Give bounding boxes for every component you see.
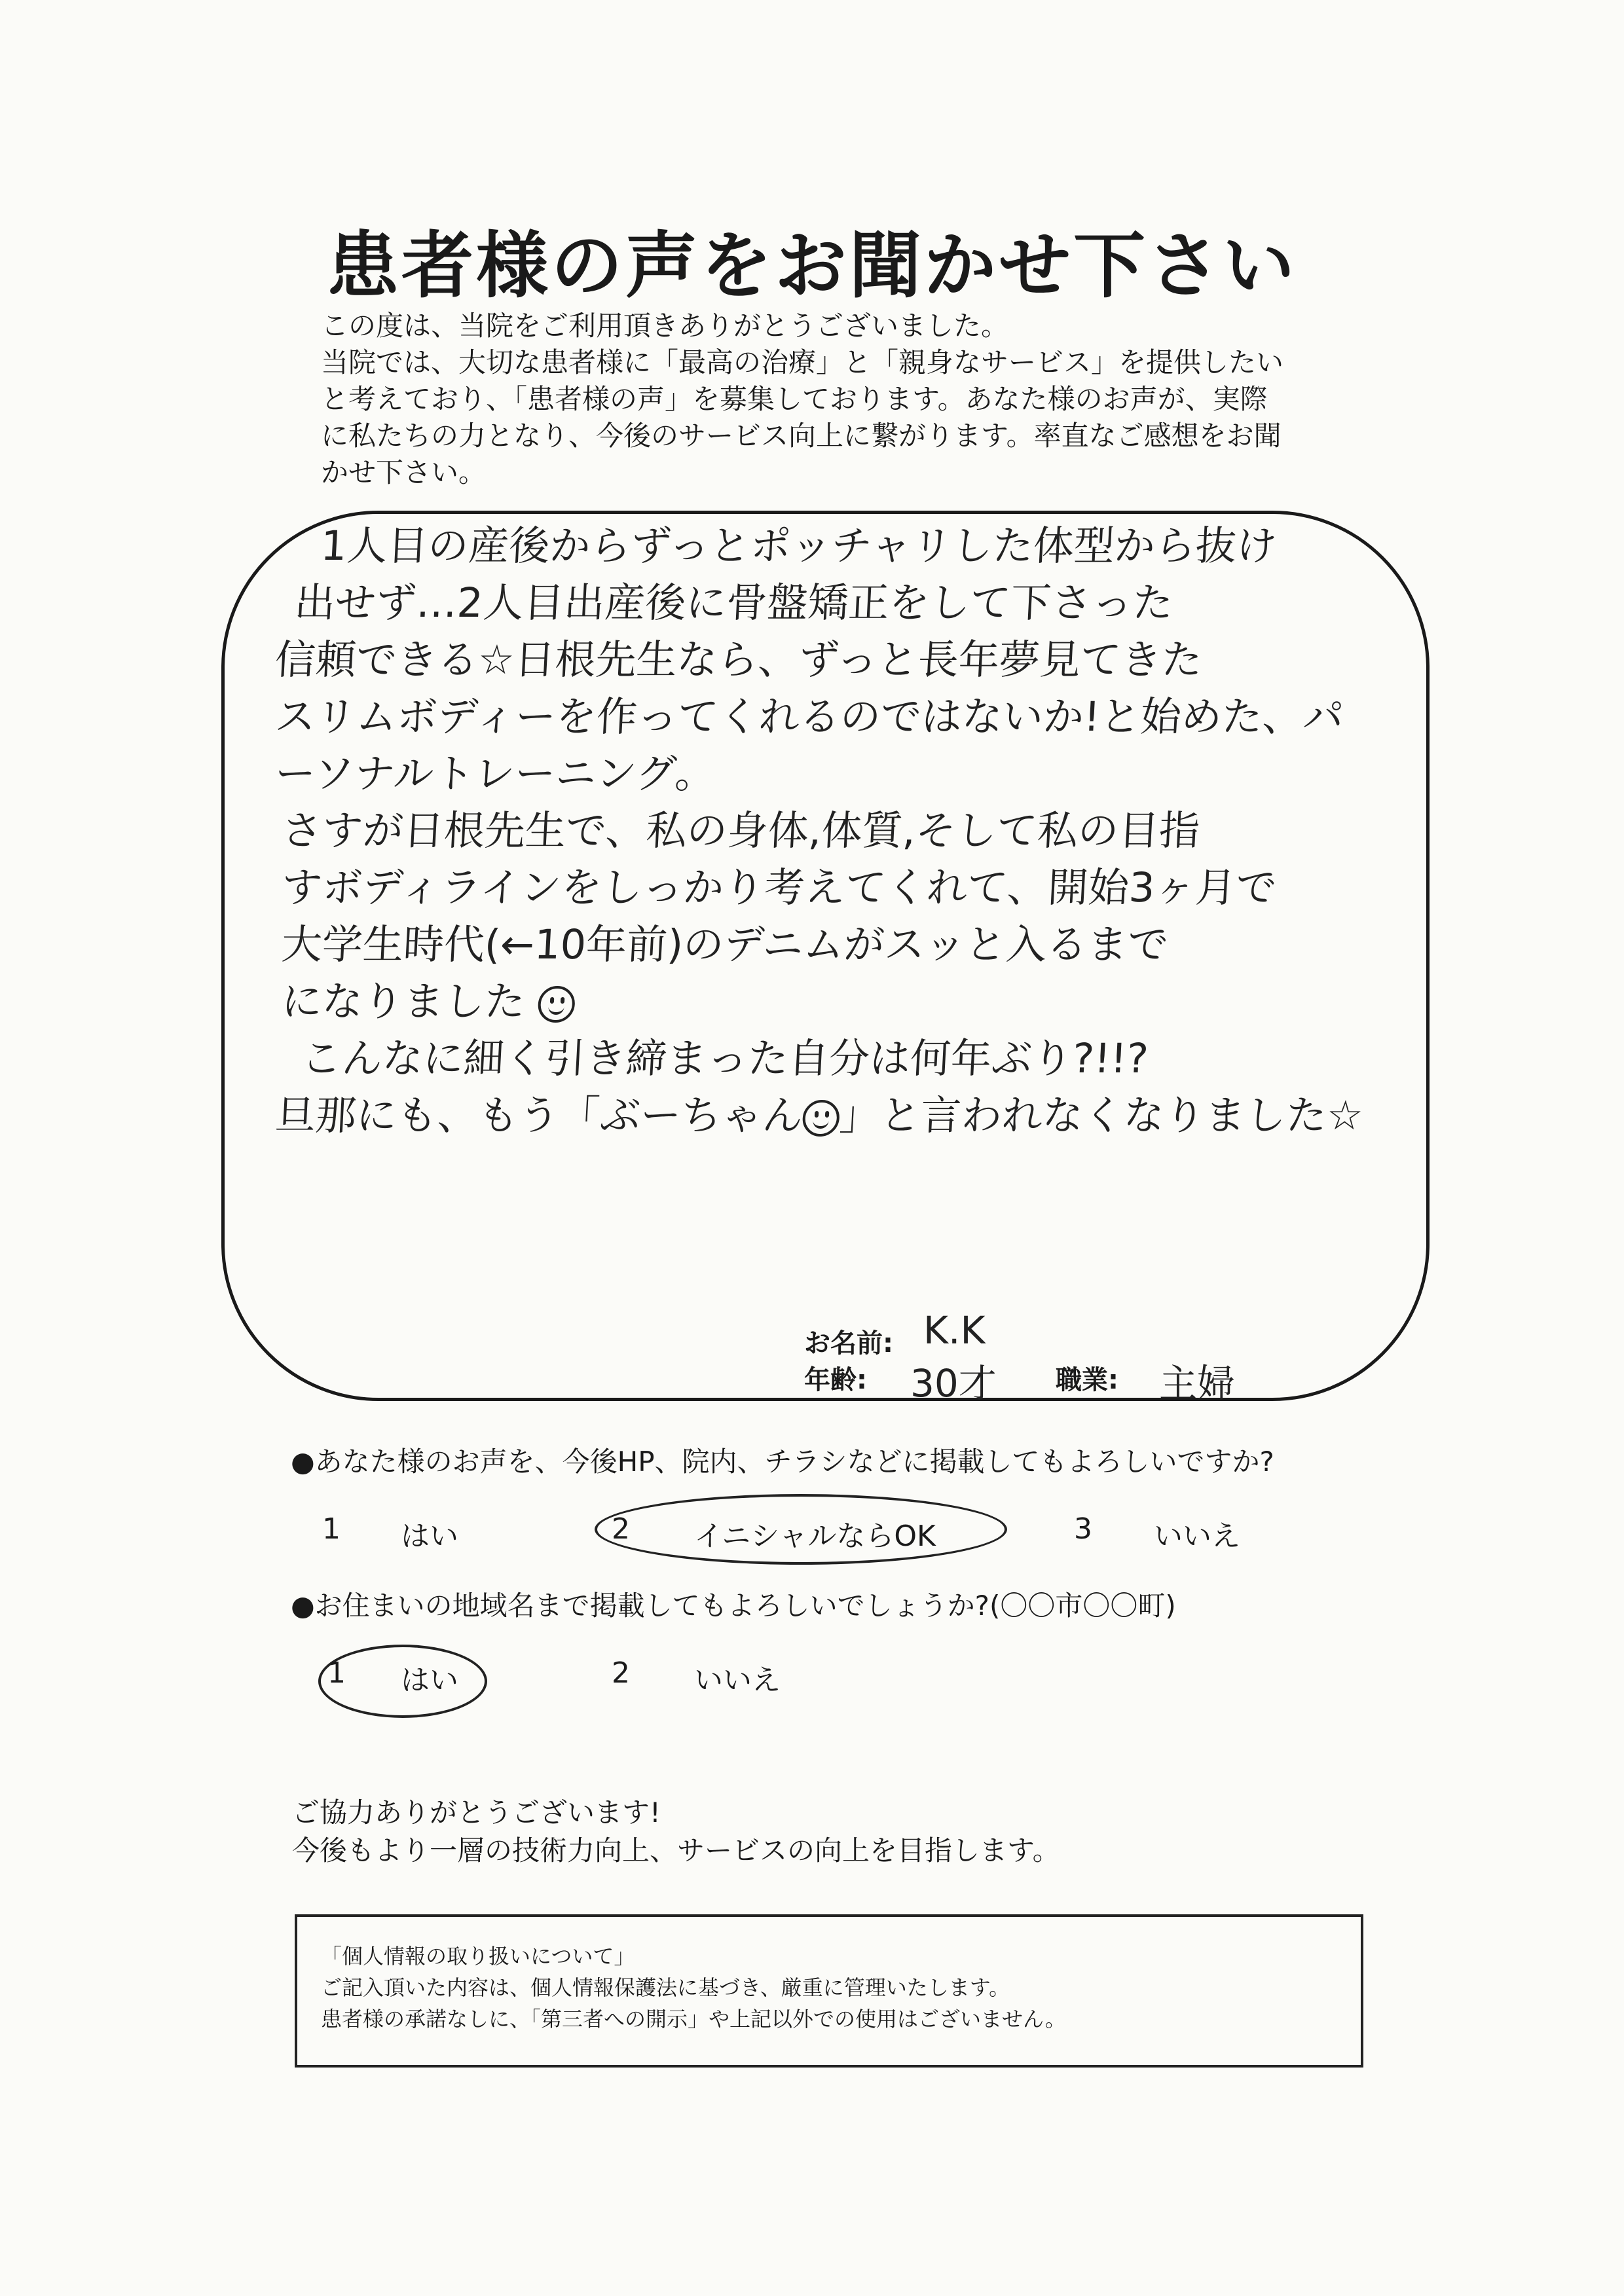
thanks-line: 今後もより一層の技術力向上、サービスの向上を目指します。 — [292, 1834, 1060, 1867]
q2-option-2-num: 2 — [612, 1656, 630, 1690]
q2-option-1-num: 1 — [327, 1656, 346, 1690]
q1-option-1-num: 1 — [322, 1512, 341, 1546]
privacy-notice — [295, 1914, 1363, 2068]
intro-line: この度は、当院をご利用頂きありがとうございました。 — [321, 310, 1009, 342]
thanks-line: ご協力ありがとうございます! — [292, 1796, 661, 1829]
intro-text — [321, 308, 1395, 491]
q2-option-2-label[interactable]: いいえ — [694, 1664, 781, 1697]
comment-line: スリムボディーを作ってくれるのではないか!と始めた、パ — [274, 693, 1345, 740]
comment-line: 信頼できる☆日根先生なら、ずっと長年夢見てきた — [274, 636, 1204, 683]
age-value: 30才 — [910, 1361, 997, 1406]
privacy-line: ご記入頂いた内容は、個人情報保護法に基づき、厳重に管理いたします。 — [321, 1975, 1010, 2000]
question-area: ●お住まいの地域名まで掲載してもよろしいでしょうか?(〇〇市〇〇町) — [291, 1590, 1176, 1622]
intro-line: 当院では、大切な患者様に「最高の治療」と「親身なサービス」を提供したい — [321, 346, 1284, 378]
intro-line: と考えており、「患者様の声」を募集しております。あなた様のお声が、実際 — [321, 383, 1268, 415]
comment-line: 」と言われなくなりました☆ — [838, 1091, 1365, 1139]
comment-line: こんなに細く引き締まった自分は何年ぶり?!!? — [300, 1034, 1150, 1082]
comment-line: 1人目の産後からずっとポッチャリした体型から抜け — [320, 522, 1278, 570]
q1-option-2-label[interactable]: イニシャルならOK — [694, 1520, 936, 1553]
q1-option-3-label[interactable]: いいえ — [1154, 1520, 1240, 1553]
thanks-message — [292, 1794, 1060, 1870]
q1-option-3-num: 3 — [1074, 1512, 1092, 1546]
smiley-icon — [537, 986, 576, 1023]
comment-line: すボディラインをしっかり考えてくれて、開始3ヶ月で — [280, 864, 1278, 911]
q1-option-2-num: 2 — [612, 1512, 630, 1546]
intro-line: かせ下さい。 — [321, 456, 487, 488]
name-label: お名前: — [804, 1328, 893, 1358]
q2-option-1-label[interactable]: はい — [401, 1664, 458, 1697]
page-title: 患者様の声をお聞かせ下さい — [327, 224, 1297, 308]
comment-line: 大学生時代(←10年前)のデニムがスッと入るまで — [280, 920, 1170, 968]
comment-line: ーソナルトレーニング。 — [274, 750, 717, 797]
q1-option-1-label[interactable]: はい — [401, 1520, 458, 1553]
privacy-line: 患者様の承諾なしに、「第三者への開示」や上記以外での使用はございません。 — [321, 2007, 1066, 2032]
comment-line: 旦那にも、もう「ぶーちゃん — [274, 1091, 804, 1139]
handwritten-comment — [262, 517, 1414, 1144]
comment-line: 出せず…2人目出産後に骨盤矯正をして下さった — [293, 579, 1175, 627]
intro-line: に私たちの力となり、今後のサービス向上に繋がります。率直なご感想をお聞 — [321, 420, 1282, 452]
question-publish: ●あなた様のお声を、今後HP、院内、チラシなどに掲載してもよろしいですか? — [291, 1446, 1274, 1478]
privacy-heading: 「個人情報の取り扱いについて」 — [321, 1944, 635, 1969]
job-label: 職業: — [1056, 1365, 1118, 1395]
job-value: 主婦 — [1159, 1361, 1236, 1406]
name-value: K.K — [923, 1308, 986, 1353]
smiley-icon — [802, 1100, 840, 1137]
comment-line: さすが日根先生で、私の身体,体質,そして私の目指 — [280, 807, 1202, 854]
comment-line: になりました — [280, 977, 526, 1025]
age-label: 年齢: — [804, 1365, 867, 1395]
